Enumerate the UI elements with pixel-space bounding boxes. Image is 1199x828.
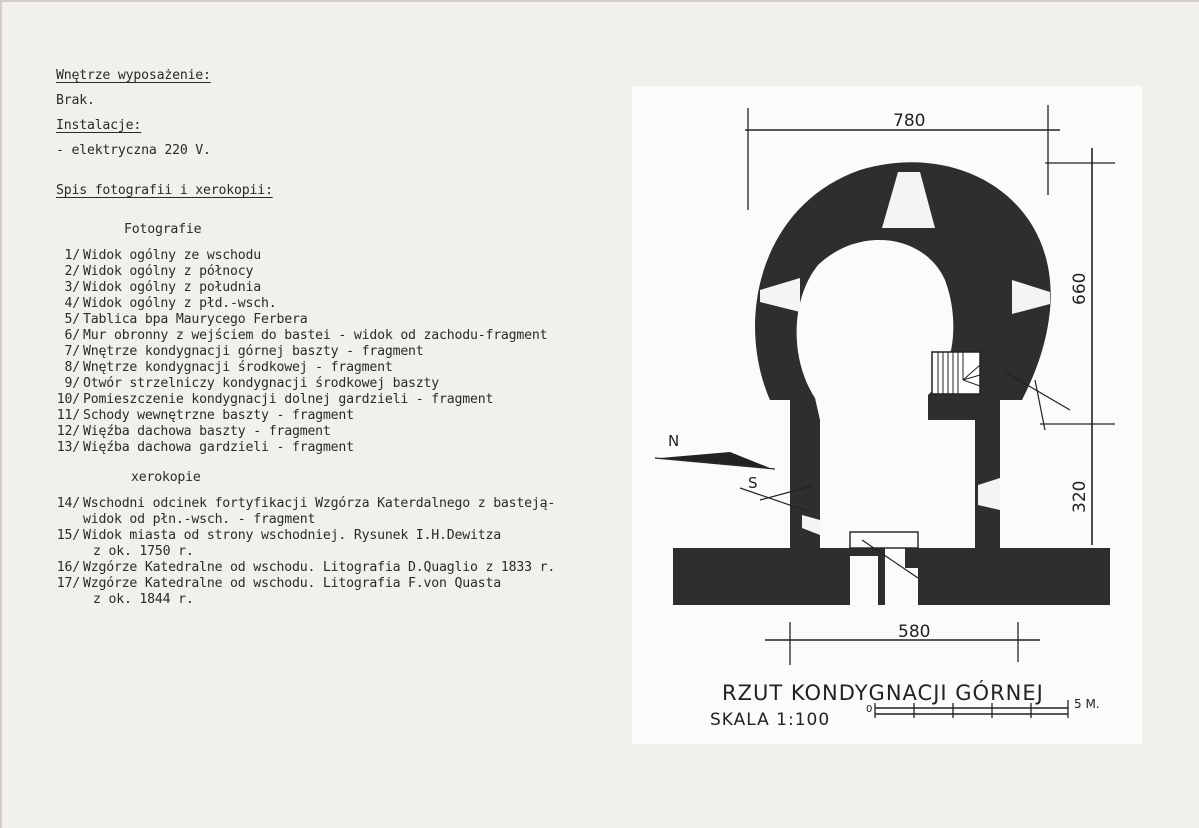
heading-furnishing: Wnętrze wyposażenie:: [56, 68, 211, 83]
plan-title: RZUT KONDYGNACJI GÓRNEJ: [722, 681, 1044, 705]
list-item: 8/ Wnętrze kondygnacji środkowej - fragment: [64, 360, 393, 375]
dim-bottom-label: 580: [898, 622, 931, 642]
border-left: [0, 0, 2, 828]
heading-list: Spis fotografii i xerokopii:: [56, 183, 273, 198]
list-item: 10/ Pomieszczenie kondygnacji dolnej gardzieli - fragment: [56, 392, 494, 407]
photos-title: Fotografie: [124, 222, 202, 237]
south-label: S: [748, 474, 758, 492]
scale-label: SKALA 1:100: [710, 710, 831, 730]
curtain-wall-east: [905, 548, 1110, 605]
list-item: 9/ Otwór strzelniczy kondygnacji środkowej baszty: [64, 376, 440, 391]
list-item: 6/ Mur obronny z wejściem do bastei - widok od zachodu-fragment: [64, 328, 548, 343]
list-item: 13/ Więźba dachowa gardzieli - fragment: [56, 440, 354, 455]
list-item: 3/ Widok ogólny z południa: [64, 280, 262, 295]
installations-value: - elektryczna 220 V.: [56, 143, 211, 158]
list-item: 16/ Wzgórze Katedralne od wschodu. Litografia D.Quaglio z 1833 r.: [56, 560, 556, 575]
list-item: 11/ Schody wewnętrzne baszty - fragment: [56, 408, 354, 423]
border-top: [0, 0, 1199, 2]
staircase: [932, 352, 980, 394]
scale-zero-label: 0: [866, 704, 873, 715]
list-item: 5/ Tablica bpa Maurycego Ferbera: [64, 312, 308, 327]
entrance-frame: [850, 532, 918, 548]
dim-right-lower-label: 320: [1070, 480, 1090, 513]
heading-installations: Instalacje:: [56, 118, 142, 133]
list-item: 1/ Widok ogólny ze wschodu: [64, 248, 262, 263]
list-item-continuation: z ok. 1844 r.: [93, 592, 194, 607]
scale-end-label: 5 M.: [1074, 697, 1100, 711]
list-item-continuation: widok od płn.-wsch. - fragment: [83, 512, 316, 527]
floor-plan-drawing: [632, 86, 1142, 744]
dim-right-upper-label: 660: [1070, 272, 1090, 305]
list-item: 4/ Widok ogólny z płd.-wsch.: [64, 296, 277, 311]
list-item: 15/ Widok miasta od strony wschodniej. Rysunek I.H.Dewitza: [56, 528, 501, 543]
list-item: 2/ Widok ogólny z północy: [64, 264, 254, 279]
list-item: 17/ Wzgórze Katedralne od wschodu. Litografia F.von Quasta: [56, 576, 501, 591]
xero-title: xerokopie: [131, 470, 201, 485]
dim-top-label: 780: [893, 111, 926, 131]
floor-plan-card: [632, 86, 1142, 744]
list-item: 7/ Wnętrze kondygnacji górnej baszty - fragment: [64, 344, 424, 359]
list-item: 14/ Wschodni odcinek fortyfikacji Wzgórza Katerdalnego z basteją-: [56, 496, 556, 511]
furnishing-value: Brak.: [56, 93, 95, 108]
list-item-continuation: z ok. 1750 r.: [93, 544, 194, 559]
list-item: 12/ Więźba dachowa baszty - fragment: [56, 424, 331, 439]
north-label: N: [668, 432, 680, 450]
curtain-wall: [673, 548, 885, 605]
